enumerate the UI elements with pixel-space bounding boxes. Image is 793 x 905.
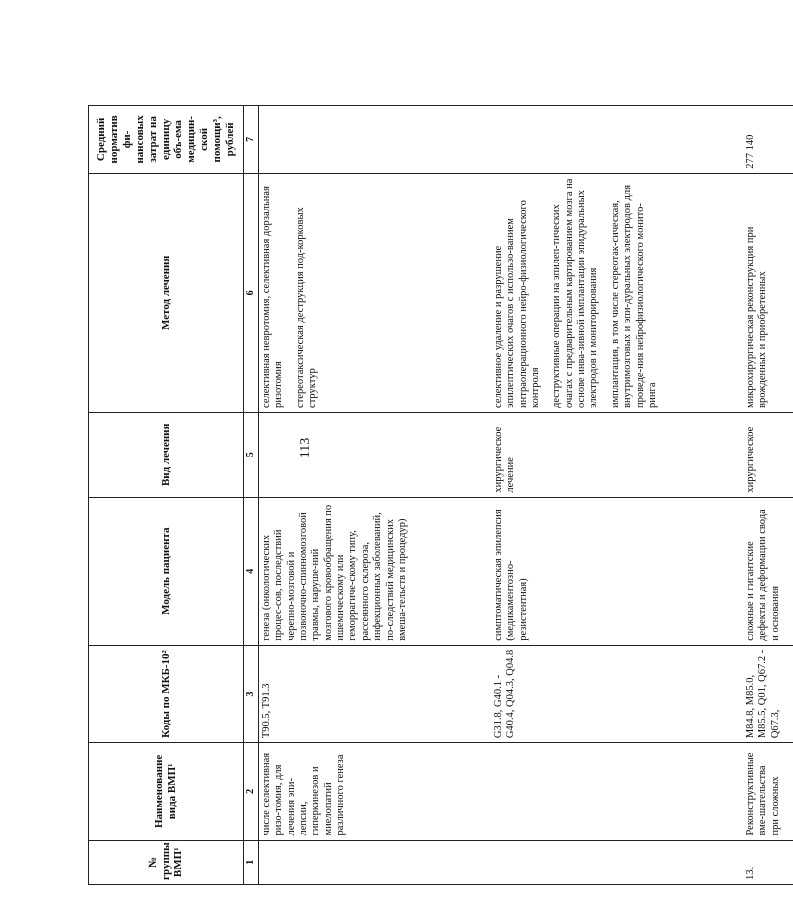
col-number: 6 bbox=[244, 173, 259, 412]
header-name: Наименование вида ВМП¹ bbox=[89, 743, 244, 840]
cell-method bbox=[491, 173, 743, 412]
header-row bbox=[89, 106, 244, 885]
col-number: 3 bbox=[244, 645, 259, 742]
cell-model: сложные и гигантские дефекты и деформации свода и основания bbox=[743, 497, 793, 645]
column-number-row bbox=[244, 106, 259, 885]
cell-group bbox=[258, 840, 491, 884]
cell-type: хирургическое bbox=[743, 412, 793, 497]
method-item: имплантация, в том числе стереотак-сическая, внутримозговых и эпи-дуральных электродов для проведе-ния нейрофизиологического монито-ринга bbox=[609, 184, 658, 408]
cell-cost: 277 140 bbox=[743, 106, 793, 174]
cell-cost bbox=[491, 106, 743, 174]
header-type: Вид лечения bbox=[89, 412, 244, 497]
cell-codes: T90.5, T91.3 bbox=[258, 645, 491, 742]
cell-model: генеза (онкологических процес-сов, последствий черепно-мозговой и позвоночно-спинномозговой травмы, наруше-ний мозгового кровообращения по ишемическому или геморрагиче-скому типу, рассеянного склероза, инфекционных заболеваний, по-следствий медицинских вмеша-тельств и процедур) bbox=[258, 497, 491, 645]
cell-group bbox=[491, 840, 743, 884]
cell-name: Реконструктивные вме-шательства при сложных bbox=[743, 743, 793, 840]
header-group: № группы ВМП¹ bbox=[89, 840, 244, 884]
col-number: 5 bbox=[244, 412, 259, 497]
cell-model: симптоматическая эпилепсия (медикаментозно-резистентная) bbox=[491, 497, 743, 645]
cell-codes: M84.8, M85.0, M85.5, Q01, Q67.2 - Q67.3, bbox=[743, 645, 793, 742]
table-row bbox=[258, 106, 491, 885]
cell-method bbox=[258, 173, 491, 412]
vmp-table bbox=[88, 105, 793, 885]
method-item: деструктивные операции на эпилеп-тических очагах с предварительным картированием мозга на основе инва-зивной имплантации эпидуральных электродов и мониторирования bbox=[551, 178, 600, 408]
cell-method bbox=[743, 173, 793, 412]
cell-name: числе селективная ризо-томия, для лечения эпи-лепсии, гиперкинезов и миелопатий различного генеза bbox=[258, 743, 491, 840]
header-method: Метод лечения bbox=[89, 173, 244, 412]
header-model: Модель пациента bbox=[89, 497, 244, 645]
cell-group: 13. bbox=[743, 840, 793, 884]
col-number: 1 bbox=[244, 840, 259, 884]
col-number: 7 bbox=[244, 106, 259, 174]
table-row bbox=[743, 106, 793, 885]
cell-name bbox=[491, 743, 743, 840]
header-codes: Коды по МКБ-10² bbox=[89, 645, 244, 742]
method-item: микрохирургическая реконструкция при врожденных и приобретенных bbox=[744, 226, 769, 408]
col-number: 2 bbox=[244, 743, 259, 840]
cell-type bbox=[258, 412, 491, 497]
method-item: селективное удаление и разрушение эпилептических очагов с использо-ванием интраоперационного нейро-физиологического контроля bbox=[492, 200, 541, 408]
method-item: стереотаксическая деструкция под-корковых структур bbox=[294, 207, 318, 408]
table-row bbox=[491, 106, 743, 885]
cell-codes: G31.8, G40.1 - G40.4, Q04.3, Q04.8 bbox=[491, 645, 743, 742]
method-item: селективная невротомия, селективная дорзальная ризотомия bbox=[260, 186, 285, 408]
cell-cost bbox=[258, 106, 491, 174]
header-cost: Средний норматив фи-нансовых затрат на единицу объ-ема медицин-ской помощи³, рублей bbox=[89, 106, 244, 174]
page-number: 113 bbox=[298, 437, 314, 459]
cell-type: хирургическое лечение bbox=[491, 412, 743, 497]
rotated-table-container bbox=[88, 105, 781, 885]
col-number: 4 bbox=[244, 497, 259, 645]
